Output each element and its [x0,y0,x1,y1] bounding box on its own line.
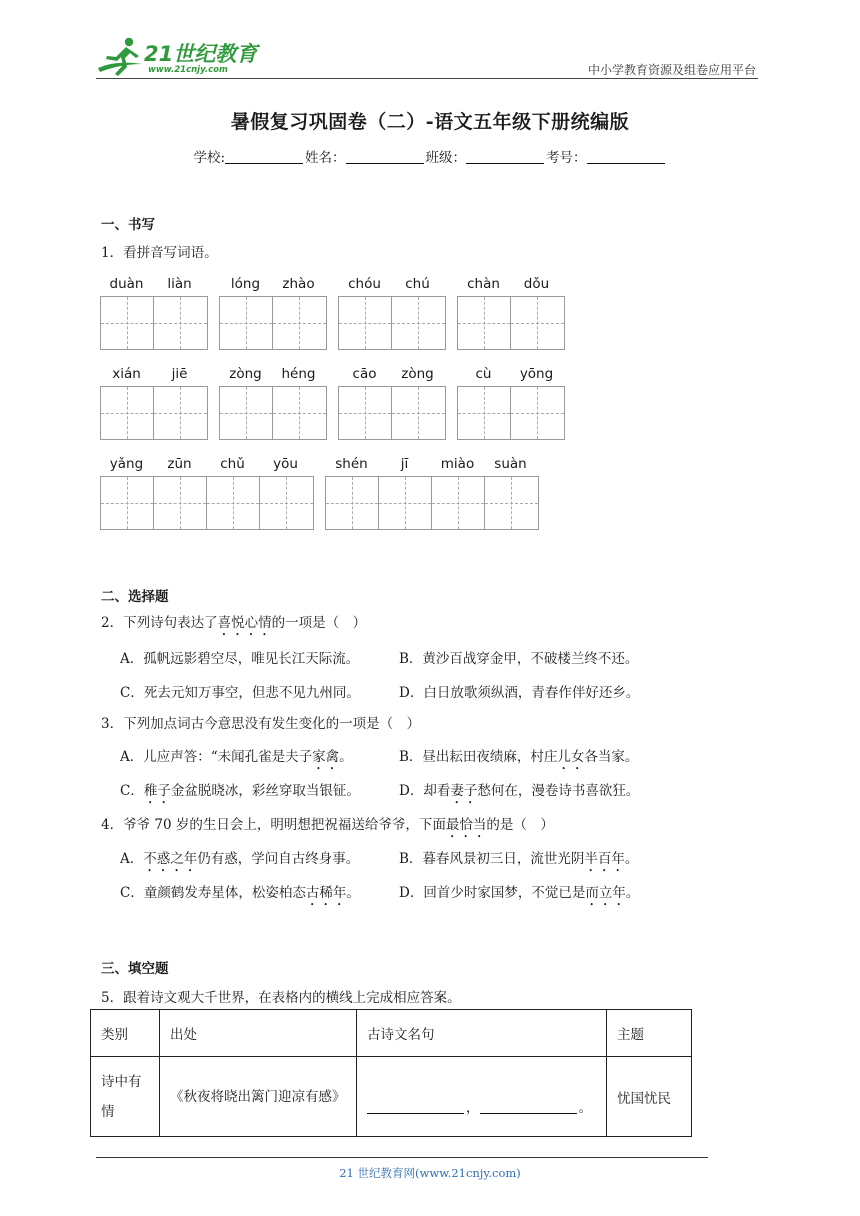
quote-cell [357,1057,607,1137]
table-header-row [91,1010,692,1057]
section-heading: 三、填空题 [101,961,169,977]
question-1: 1．看拼音写词语。 [101,245,218,261]
writing-cell[interactable] [511,387,564,439]
writing-cell[interactable] [101,297,154,349]
pinyin-label: chǔ [220,456,245,472]
emphasized-text: 喜悦心情 [217,615,272,631]
pinyin-label: zūn [167,456,192,472]
question-4-stem [101,813,554,841]
emphasized-text: 最恰当 [445,817,487,833]
word-group [338,366,446,440]
section-heading: 一、书写 [101,217,155,233]
source-cell: 《秋夜将晓出篱门迎凉有感》 [160,1057,357,1137]
footer-divider [96,1157,708,1158]
class-blank[interactable] [466,150,544,164]
writing-cell[interactable] [511,297,564,349]
question-2-stem [101,611,366,639]
answer-blank[interactable] [480,1100,577,1114]
pinyin-label: zòng [401,366,434,382]
writing-cell[interactable] [154,387,207,439]
exam-no-blank[interactable] [587,150,665,164]
stem-text: 的一项是（ ） [271,615,367,631]
table-header: 主题 [607,1010,692,1057]
pinyin-label: shén [335,456,368,472]
writing-cell[interactable] [101,477,154,529]
table-header: 出处 [160,1010,357,1057]
pinyin-label: zòng [229,366,262,382]
pinyin-label: jī [400,456,409,472]
word-group [100,276,208,350]
pinyin-label: chóu [348,276,381,292]
writing-cell[interactable] [339,297,392,349]
stem-text: 2．下列诗句表达了 [101,615,218,631]
separator: ， [466,1099,480,1116]
pinyin-label: miào [440,456,475,472]
category-cell: 诗中有情 [91,1057,160,1137]
footer-link[interactable]: 21 世纪教育网(www.21cnjy.com) [339,1166,521,1180]
question-3-stem: 3．下列加点词古今意思没有发生变化的一项是（ ） [101,716,421,732]
writing-cell[interactable] [392,297,445,349]
option-d[interactable]: D．回首少时家国梦，不觉已是而立年。 [399,885,640,901]
pinyin-row-1 [100,276,565,350]
pinyin-label: chú [405,276,430,292]
word-group [219,276,327,350]
pinyin-label: xián [112,366,141,382]
pinyin-label: suàn [494,456,527,472]
table-header: 古诗文名句 [357,1010,607,1057]
pinyin-label: duàn [109,276,144,292]
word-group [100,456,314,530]
writing-cell[interactable] [220,297,273,349]
word-group [100,366,208,440]
logo-url: www.21cnjy.com [148,65,228,75]
page-title: 暑假复习巩固卷（二）-语文五年级下册统编版 [230,111,630,133]
pinyin-label: yōu [273,456,298,472]
word-group [457,366,565,440]
table-row [91,1057,692,1137]
exam-no-label: 考号： [546,150,587,166]
answer-table [90,1009,692,1137]
writing-cell[interactable] [458,387,511,439]
school-blank[interactable] [225,150,303,164]
header-divider [96,78,758,79]
school-label: 学校: [193,150,226,166]
pinyin-row-3 [100,456,539,530]
writing-cell[interactable] [220,387,273,439]
writing-cell[interactable] [273,297,326,349]
writing-cell[interactable] [154,297,207,349]
platform-name: 中小学教育资源及组卷应用平台 [587,63,756,77]
option-a[interactable]: A．不惑之年仍有惑，学问自古终身事。 [120,851,360,867]
writing-cell[interactable] [485,477,538,529]
student-info [0,146,860,166]
option-c[interactable]: C．死去元知万事空，但悲不见九州同。 [120,685,360,701]
logo [96,36,266,80]
word-group [325,456,539,530]
pinyin-label: cù [475,366,492,382]
pinyin-label: lóng [230,276,261,292]
option-c[interactable]: C．童颜鹤发寿星体，松姿柏态古稀年。 [120,885,360,901]
pinyin-label: jiē [171,366,188,382]
option-d[interactable]: D．却看妻子愁何在，漫卷诗书喜欲狂。 [399,783,640,799]
word-group [457,276,565,350]
writing-cell[interactable] [207,477,260,529]
writing-cell[interactable] [339,387,392,439]
period: 。 [578,1099,592,1116]
writing-cell[interactable] [101,387,154,439]
writing-cell[interactable] [392,387,445,439]
pinyin-label: yǎng [109,456,144,472]
logo-text: 21世纪教育 [144,42,258,66]
theme-cell: 忧国忧民 [607,1057,692,1137]
option-d[interactable]: D．白日放歌须纵酒，青春作伴好还乡。 [399,685,640,701]
word-group [219,366,327,440]
option-a[interactable]: A．儿应声答：“未闻孔雀是夫子家禽。 [120,749,353,765]
pinyin-label: chàn [467,276,500,292]
writing-cell[interactable] [326,477,379,529]
writing-cell[interactable] [379,477,432,529]
option-a[interactable]: A．孤帆远影碧空尽，唯见长江天际流。 [120,651,360,667]
option-b[interactable]: B．昼出耘田夜绩麻，村庄儿女各当家。 [399,749,639,765]
stem-text: 的是（ ） [486,817,554,833]
pinyin-label: héng [281,366,316,382]
pinyin-label: dǒu [523,276,550,292]
answer-blank[interactable] [367,1100,464,1114]
name-blank[interactable] [346,150,424,164]
table-header: 类别 [91,1010,160,1057]
pinyin-row-2 [100,366,565,440]
pinyin-label: cāo [352,366,377,382]
option-b[interactable]: B．暮春风景初三日，流世光阴半百年。 [399,851,639,867]
stem-text: 4．爷爷 70 岁的生日会上，明明想把祝福送给爷爷，下面 [101,817,446,833]
pinyin-label: zhào [282,276,315,292]
class-label: 班级： [425,150,467,166]
section-heading: 二、选择题 [101,589,169,605]
pinyin-label: liàn [167,276,192,292]
writing-cell[interactable] [458,297,511,349]
writing-cell[interactable] [260,477,313,529]
option-b[interactable]: B．黄沙百战穿金甲，不破楼兰终不还。 [399,651,639,667]
writing-cell[interactable] [154,477,207,529]
pinyin-label: yōng [519,366,554,382]
writing-cell[interactable] [432,477,485,529]
question-5: 5．跟着诗文观大千世界，在表格内的横线上完成相应答案。 [101,990,461,1006]
writing-cell[interactable] [273,387,326,439]
name-label: 姓名： [305,150,346,166]
runner-icon [96,36,146,80]
word-group [338,276,446,350]
option-c[interactable]: C．稚子金盆脱晓冰，彩丝穿取当银钲。 [120,783,360,799]
